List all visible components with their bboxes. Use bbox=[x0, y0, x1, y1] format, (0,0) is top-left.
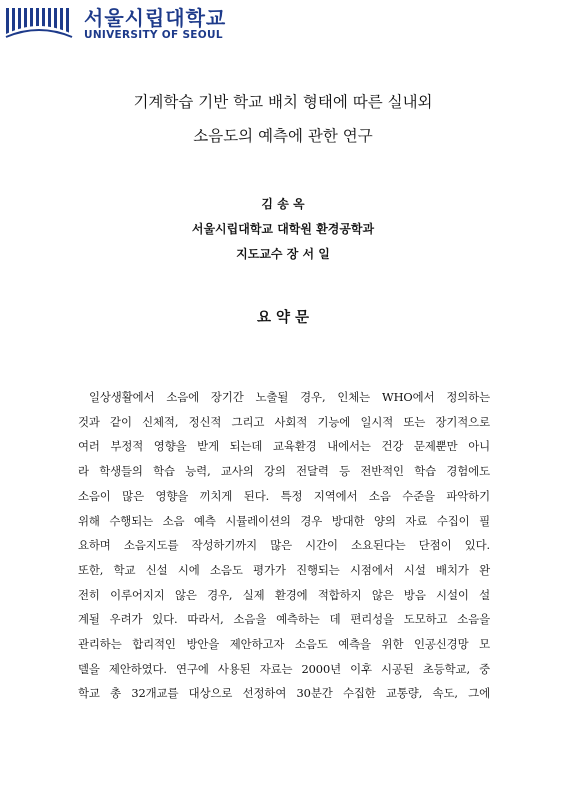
abstract-line: 학교 총 32개교를 대상으로 선정하여 30분간 수집한 교통량, 속도, 그에 bbox=[78, 686, 490, 701]
abstract-line: 델을 제안하였다. 연구에 사용된 자료는 2000년 이후 시공된 초등학교, 중 bbox=[78, 661, 490, 676]
author-affiliation: 서울시립대학교 대학원 환경공학과 bbox=[191, 222, 375, 236]
abstract-line: 관리하는 합리적인 방안을 제안하고자 소음도 예측을 위한 인공신경망 모 bbox=[78, 637, 490, 652]
university-seal-icon bbox=[4, 4, 74, 44]
abstract-body bbox=[78, 385, 490, 706]
university-logo bbox=[4, 4, 227, 46]
advisor-name: 지도교수 장 서 일 bbox=[236, 247, 330, 261]
university-name-english: UNIVERSITY OF SEOUL bbox=[84, 29, 223, 41]
abstract-line: 전히 이루어지지 않은 경우, 실제 환경에 적합하지 않은 방음 시설이 설 bbox=[78, 587, 490, 602]
thesis-title-line-2: 소음도의 예측에 관한 연구 bbox=[193, 127, 373, 145]
abstract-line: 계될 우려가 있다. 따라서, 소음을 예측하는 데 편리성을 도모하고 소음을 bbox=[78, 612, 490, 627]
abstract-line: 것과 같이 신체적, 정신적 그리고 사회적 기능에 일시적 또는 장기적으로 bbox=[78, 414, 490, 429]
thesis-title-line-1: 기계학습 기반 학교 배치 형태에 따른 실내외 bbox=[133, 93, 433, 111]
abstract-line: 라 학생들의 학습 능력, 교사의 강의 전달력 등 전반적인 학습 경험에도 bbox=[78, 464, 490, 479]
abstract-heading: 요 약 문 bbox=[256, 309, 310, 326]
abstract-line: 여러 부정적 영향을 받게 되는데 교육환경 내에서는 건강 문제뿐만 아니 bbox=[78, 439, 490, 454]
university-name-korean: 서울시립대학교 bbox=[84, 6, 227, 30]
abstract-line: 위해 수행되는 소음 예측 시뮬레이션의 경우 방대한 양의 자료 수집이 필 bbox=[78, 513, 490, 528]
abstract-line: 일상생활에서 소음에 장기간 노출될 경우, 인체는 WHO에서 정의하는 bbox=[89, 390, 490, 404]
abstract-line: 요하며 소음지도를 작성하기까지 많은 시간이 소요된다는 단점이 있다. bbox=[78, 538, 490, 553]
abstract-line: 소음이 많은 영향을 끼치게 된다. 특정 지역에서 소음 수준을 파악하기 bbox=[78, 488, 490, 503]
author-name: 김 송 옥 bbox=[261, 197, 305, 211]
abstract-line: 또한, 학교 신설 시에 소음도 평가가 진행되는 시점에서 시설 배치가 완 bbox=[78, 562, 490, 577]
